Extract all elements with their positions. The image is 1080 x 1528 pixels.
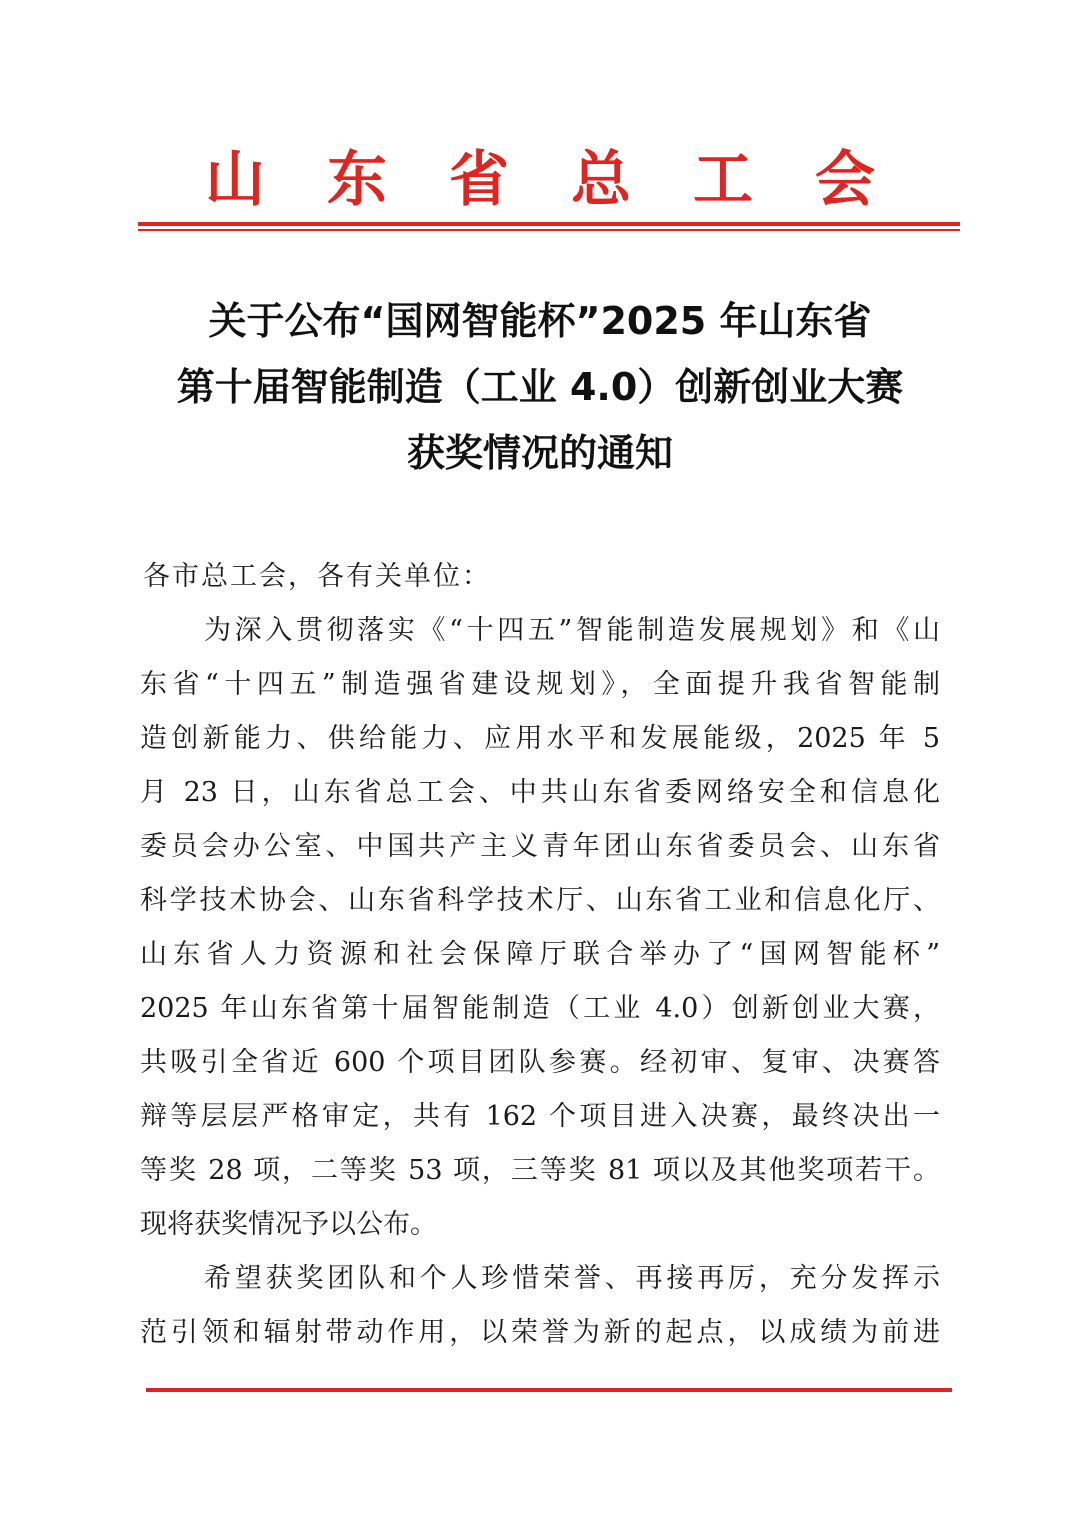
letterhead-red-rule [138, 222, 960, 232]
paragraph-line: 东省“十四五”制造强省建设规划》，全面提升我省智能制 [140, 669, 940, 700]
paragraph-line: 范引领和辐射带动作用，以荣誉为新的起点，以成绩为前进 [140, 1317, 940, 1348]
paragraph-line: 共吸引全省近 600 个项目团队参赛。经初审、复审、决赛答 [140, 1047, 940, 1078]
paragraph-line: 辩等层层严格审定，共有 162 个项目进入决赛，最终决出一 [140, 1101, 940, 1132]
notice-title [100, 288, 980, 486]
paragraph-line: 希望获奖团队和个人珍惜荣誉、再接再厉，充分发挥示 [204, 1263, 940, 1294]
red-rule-thick [138, 222, 960, 226]
paragraph-line: 委员会办公室、中国共产主义青年团山东省委员会、山东省 [140, 831, 940, 862]
notice-title-line: 第十届智能制造（工业 4.0）创新创业大赛 [176, 365, 904, 409]
letterhead-org-name: 山东省总工会 [205, 145, 937, 215]
paragraph-line: 等奖 28 项，二等奖 53 项，三等奖 81 项以及其他奖项若干。 [140, 1155, 940, 1186]
paragraph-line: 造创新能力、供给能力、应用水平和发展能级，2025 年 5 [140, 723, 940, 754]
body-paragraph-1 [140, 604, 940, 1252]
paragraph-line: 月 23 日，山东省总工会、中共山东省委网络安全和信息化 [140, 777, 940, 808]
body-paragraph-2 [140, 1252, 940, 1360]
paragraph-line: 科学技术协会、山东省科学技术厅、山东省工业和信息化厅、 [140, 885, 940, 916]
paragraph-line: 2025 年山东省第十届智能制造（工业 4.0）创新创业大赛， [140, 993, 940, 1024]
red-rule-thin [138, 229, 960, 231]
paragraph-line: 山东省人力资源和社会保障厅联合举办了“国网智能杯” [140, 939, 940, 970]
notice-title-line: 关于公布“国网智能杯”2025 年山东省 [208, 299, 872, 343]
notice-title-line: 获奖情况的通知 [406, 431, 673, 475]
paragraph-line: 为深入贯彻落实《“十四五”智能制造发展规划》和《山 [204, 615, 940, 646]
footer-red-rule [146, 1388, 952, 1392]
paragraph-line: 现将获奖情况予以公布。 [140, 1209, 437, 1240]
salutation: 各市总工会，各有关单位： [143, 561, 491, 592]
